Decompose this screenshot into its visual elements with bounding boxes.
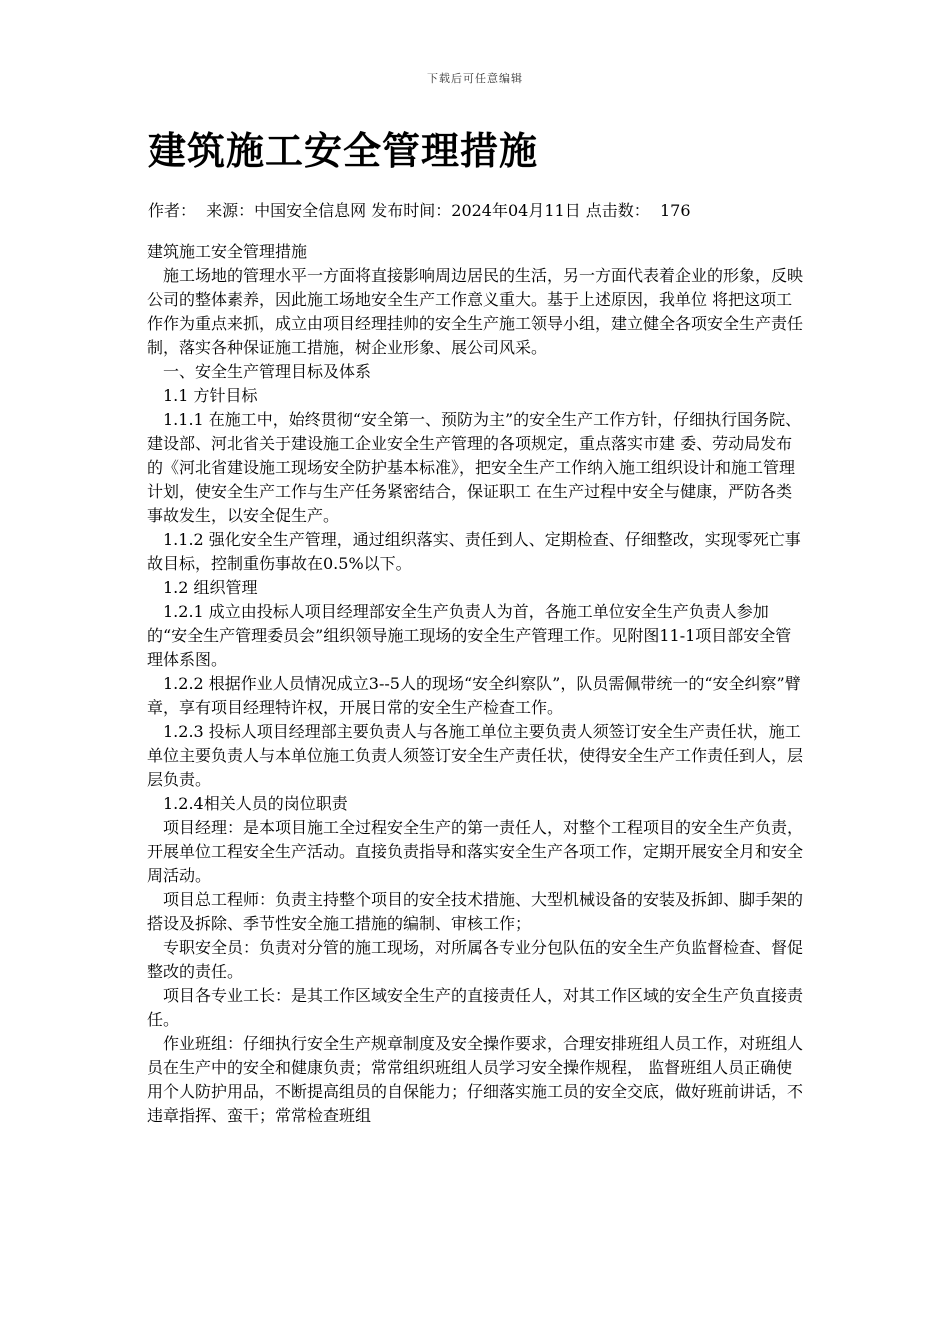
subsection-heading: 1.2.4相关人员的岗位职责 [163, 794, 348, 813]
document-title: 建筑施工安全管理措施 [148, 129, 539, 173]
body-paragraph: 1.2.3 投标人项目经理部主要负责人与各施工单位主要负责人须签订安全生产责任状，施工单位主要负责人与本单位施工负责人须签订安全生产责任状，使得安全生产工作责任到人，层层负责。 [147, 722, 804, 789]
article-body [147, 240, 807, 1128]
subsection-heading: 1.1 方针目标 [163, 386, 258, 405]
section-heading: 一、安全生产管理目标及体系 [163, 362, 372, 381]
body-paragraph: 项目经理：是本项目施工全过程安全生产的第一责任人，对整个工程项目的安全生产负责，开展单位工程安全生产活动。直接负责指导和落实安全生产各项工作，定期开展安全月和安全周活动。 [147, 818, 804, 885]
body-paragraph: 1.2.2 根据作业人员情况成立3--5人的现场“安全纠察队”，队员需佩带统一的“安全纠察”臂章，享有项目经理特许权，开展日常的安全生产检查工作。 [147, 674, 801, 717]
body-paragraph: 施工场地的管理水平一方面将直接影响周边居民的生活，另一方面代表着企业的形象，反映公司的整体素养，因此施工场地安全生产工作意义重大。基于上述原因，我单位 将把这项工作作为重点来抓，成立由项目经理挂帅的安全生产施工领导小组，建立健全各项安全生产责任制，落实各种保证施工措施，树企业形象、展公司风采。 [147, 266, 804, 357]
body-paragraph: 1.2.1 成立由投标人项目经理部安全生产负责人为首，各施工单位安全生产负责人参加的“安全生产管理委员会”组织领导施工现场的安全生产管理工作。见附图11-1项目部安全管理体系图。 [147, 602, 792, 669]
body-heading: 建筑施工安全管理措施 [147, 242, 308, 261]
body-paragraph: 项目总工程师：负责主持整个项目的安全技术措施、大型机械设备的安装及拆卸、脚手架的搭设及拆除、季节性安全施工措施的编制、审核工作； [147, 890, 804, 933]
article-meta: 作者： 来源：中国安全信息网 发布时间：2024年04月11日 点击数： 176 [148, 201, 691, 220]
page-header-note: 下载后可任意编辑 [427, 72, 523, 85]
body-paragraph: 项目各专业工长：是其工作区域安全生产的直接责任人，对其工作区域的安全生产负直接责任。 [147, 986, 804, 1029]
body-paragraph: 作业班组：仔细执行安全生产规章制度及安全操作要求，合理安排班组人员工作，对班组人员在生产中的安全和健康负责；常常组织班组人员学习安全操作规程， 监督班组人员正确使用个人防护用品，不断提高组员的自保能力；仔细落实施工员的安全交底，做好班前讲话，不违章指挥、蛮干；常常检查班组 [147, 1034, 804, 1125]
body-paragraph: 1.1.1 在施工中，始终贯彻“安全第一、预防为主”的安全生产工作方针，仔细执行国务院、建设部、河北省关于建设施工企业安全生产管理的各项规定，重点落实市建 委、劳动局发布的《河北省建设施工现场安全防护基本标准》，把安全生产工作纳入施工组织设计和施工管理计划，使安全生产工作与生产任务紧密结合，保证职工 在生产过程中安全与健康，严防各类事故发生，以安全促生产。 [147, 410, 802, 525]
body-paragraph: 1.1.2 强化安全生产管理，通过组织落实、责任到人、定期检查、仔细整改，实现零死亡事故目标，控制重伤事故在0.5%以下。 [147, 530, 801, 573]
subsection-heading: 1.2 组织管理 [163, 578, 258, 597]
body-paragraph: 专职安全员：负责对分管的施工现场，对所属各专业分包队伍的安全生产负监督检查、督促整改的责任。 [147, 938, 804, 981]
